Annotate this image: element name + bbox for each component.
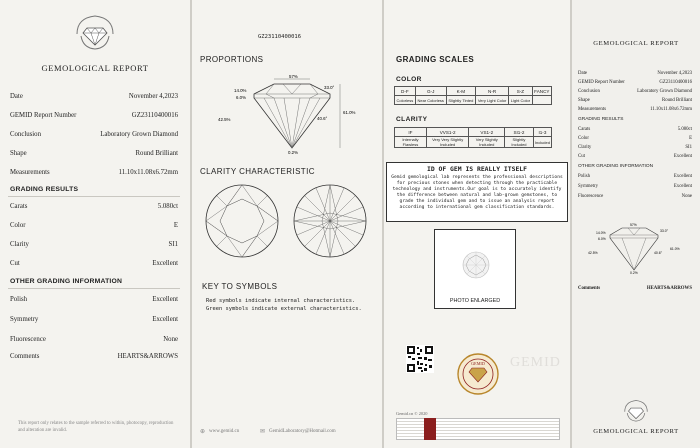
summary-pavilion-angle-label: 40.6°	[654, 251, 662, 255]
clarity-desc-cell: Slightly Included	[505, 137, 534, 148]
summary-cut-row: Cut Excellent	[578, 154, 692, 159]
clarity-grade-cell: VS1-2	[469, 128, 505, 137]
clarity-row: Clarity SI1	[10, 241, 178, 248]
clarity-grade-cell: IF	[395, 128, 427, 137]
qr-code-icon	[406, 345, 434, 373]
clarity-desc-cell: Included	[533, 137, 551, 148]
clarity-grade-cell: VVS1-2	[426, 128, 469, 137]
color-grade-cell: FANCY	[534, 88, 550, 94]
summary-carats-row: Carats 5.080ct	[578, 127, 692, 132]
proportions-diagram	[204, 74, 374, 154]
color-grade-cell: S-Z	[509, 87, 533, 96]
grading-results-heading: GRADING RESULTS	[10, 186, 79, 193]
globe-icon: ⊕	[200, 429, 206, 435]
divider	[8, 196, 180, 197]
culet-label: 0.2%	[288, 150, 299, 154]
summary-symmetry-row: Symmetry Excellent	[578, 184, 692, 189]
summary-grading-heading: GRADING RESULTS	[578, 117, 624, 122]
summary-title: GEMOLOGICAL REPORT	[593, 40, 679, 47]
summary-conclusion-row: Conclusion Laboratory Grown Diamond	[578, 89, 692, 94]
gemid-seal-icon	[456, 352, 500, 396]
polish-row: Polish Excellent	[10, 296, 178, 303]
summary-fluorescence-row: Fluorescence None	[578, 194, 692, 199]
summary-girdle-label: 6.0%	[598, 237, 606, 241]
clarity-grade-cell: I1-3	[533, 128, 551, 137]
copyright-text: Gemid.cn © 2020	[396, 411, 428, 416]
report-front-panel	[0, 0, 190, 448]
seal-text: GEMID	[471, 361, 485, 366]
comments-row: Comments HEARTS&ARROWS	[10, 353, 178, 360]
summary-other-heading: OTHER GRADING INFORMATION	[578, 164, 654, 169]
grading-scales-heading: GRADING SCALES	[396, 55, 475, 64]
color-scale-table	[394, 86, 552, 105]
fluorescence-row: Fluorescence None	[10, 336, 178, 343]
clarity-desc-cell: Very Slightly Included	[469, 137, 505, 148]
carats-row: Carats 5.080ct	[10, 203, 178, 210]
summary-color-row: Color E	[578, 136, 692, 141]
gemid-logo-icon	[73, 12, 117, 52]
photo-frame	[434, 229, 516, 309]
photo-caption: PHOTO ENLARGED	[449, 298, 501, 304]
summary-crown-height-label: 14.0%	[596, 231, 606, 235]
report-number-label: GZ23110400016	[258, 34, 302, 40]
color-grade-cell: D-F	[395, 87, 416, 96]
summary-comments-row: Comments HEARTS&ARROWS	[578, 286, 692, 291]
proportions-panel	[192, 0, 382, 448]
summary-shape-row: Shape Round Brilliant	[578, 98, 692, 103]
email-text: GemidLaboratory@Hotmail.com	[269, 429, 336, 434]
clarity-desc-cell: Very Very Slightly Included	[426, 137, 469, 148]
pavilion-view-diagram	[292, 183, 368, 259]
summary-measurements-row: Measurements 11.10x11.08x6.72mm	[578, 107, 692, 112]
other-grading-heading: OTHER GRADING INFORMATION	[10, 278, 123, 285]
conclusion-row: Conclusion Laboratory Grown Diamond	[10, 131, 178, 138]
report-number-row: GEMID Report Number GZ23110400016	[10, 112, 178, 119]
security-microtext-band	[396, 418, 560, 440]
symmetry-row: Symmetry Excellent	[10, 316, 178, 323]
date-row: Date November 4,2023	[10, 93, 178, 100]
website-text: www.gemid.cn	[209, 429, 240, 434]
grading-scales-panel	[384, 0, 570, 448]
color-grade-cell: K-M	[446, 87, 475, 96]
summary-pavilion-depth-label: 42.5%	[588, 251, 598, 255]
summary-crown-angle-label: 33.0°	[660, 229, 668, 233]
mission-statement-box	[386, 162, 568, 222]
summary-table-label: 57%	[630, 223, 637, 227]
color-desc-cell: Light Color	[509, 96, 533, 105]
clarity-characteristic-heading: CLARITY CHARACTERISTIC	[200, 167, 315, 176]
color-desc-cell: Slightly Tinted	[446, 96, 475, 105]
pavilion-angle-label: 40.6°	[317, 116, 328, 121]
disclaimer-text: This report only relates to the sample referred to within, photocopy, reproduction and alteration are invalid.	[18, 421, 174, 433]
table-label: 57%	[289, 74, 298, 79]
summary-logo-icon	[622, 398, 650, 423]
clarity-grade-cell: SI1-2	[505, 128, 534, 137]
seal-watermark: GEMID	[510, 355, 561, 370]
summary-bottom-title: GEMOLOGICAL REPORT	[593, 428, 679, 435]
color-desc-cell: Near Colorless	[415, 96, 446, 105]
clarity-scale-heading: CLARITY	[396, 116, 428, 123]
measurements-row: Measurements 11.10x11.08x6.72mm	[10, 169, 178, 176]
proportions-heading: PROPORTIONS	[200, 55, 264, 64]
total-depth-label: 61.0%	[343, 110, 356, 115]
report-summary-panel	[572, 0, 700, 448]
divider	[8, 288, 180, 289]
mission-heading: ID OF GEM IS REALLY ITSELF	[426, 165, 528, 173]
summary-report-number-row: GEMID Report Number GZ23110400016	[578, 80, 692, 85]
mail-icon: ✉	[260, 429, 266, 435]
key-line-external: Green symbols indicate external characteristics.	[206, 306, 362, 312]
summary-total-depth-label: 61.0%	[670, 247, 680, 251]
crown-view-diagram	[204, 183, 280, 259]
clarity-scale-table	[394, 127, 552, 148]
key-to-symbols-heading: KEY TO SYMBOLS	[202, 282, 278, 291]
diamond-photo-icon	[461, 250, 491, 280]
summary-proportions-diagram	[584, 222, 690, 274]
color-desc-cell: Colorless	[395, 96, 416, 105]
clarity-desc-cell: Internally Flawless	[395, 137, 427, 148]
security-red-strip	[424, 418, 436, 440]
summary-culet-label: 0.2%	[630, 271, 638, 274]
pavilion-depth-label: 42.5%	[218, 117, 231, 122]
color-row: Color E	[10, 222, 178, 229]
summary-date-row: Date November 4,2023	[578, 71, 692, 76]
summary-polish-row: Polish Excellent	[578, 174, 692, 179]
summary-clarity-row: Clarity SI1	[578, 145, 692, 150]
girdle-label: 6.0%	[236, 95, 247, 100]
mission-text: Gemid gemological lab represents the professional descriptions for precious stones when detecting through the practicable technology and instruments.Our goal is to accurately identify the difference between natural and lab-grown gemstones, to grade the individual gem and to issue an analysis report according to international gem classification standards.	[391, 175, 563, 210]
report-title: GEMOLOGICAL REPORT	[41, 63, 149, 73]
color-scale-heading: COLOR	[396, 76, 422, 83]
color-desc-cell	[532, 96, 551, 105]
cut-row: Cut Excellent	[10, 260, 178, 267]
color-grade-cell: N-R	[476, 87, 509, 96]
crown-angle-label: 33.0°	[324, 85, 335, 90]
key-line-internal: Red symbols indicate internal characteristics.	[206, 298, 356, 304]
crown-height-label: 14.0%	[234, 88, 247, 93]
color-grade-cell: G-J	[415, 87, 446, 96]
shape-row: Shape Round Brilliant	[10, 150, 178, 157]
color-desc-cell: Very Light Color	[476, 96, 509, 105]
